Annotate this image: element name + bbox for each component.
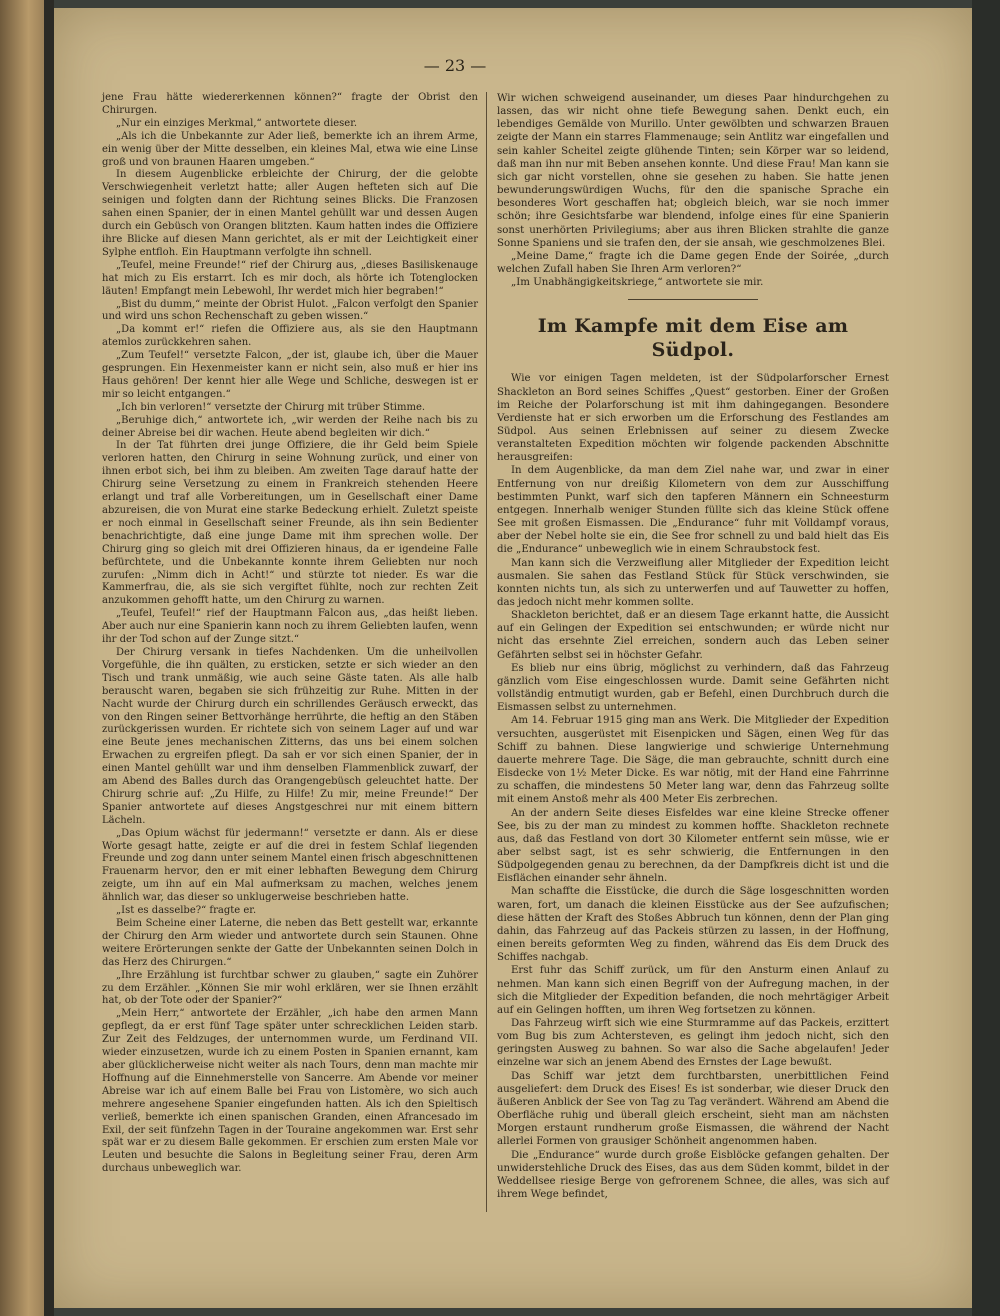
paragraph: „Ich bin verloren!“ versetzte der Chirurg mit trüber Stimme.	[116, 401, 426, 413]
right-column	[497, 92, 889, 1201]
paragraph: „Das Opium wächst für jedermann!“ versetzte er dann. Als er diese Worte gesagt hatte, zeigte er auf die drei in festem Schlaf liegenden Freunde und zog dann unter seinem Mantel einen frisch abgeschnittenen Frauenarm hervor, den er mit einer lebhaften Bewegung dem Chirurg zeigte, um ihn auf ein Mal aufmerksam zu machen, welches jenem ähnlich war, das dieser so unklugerweise beschrieben hatte.	[102, 827, 478, 904]
paragraph: „Beruhige dich,“ antwortete ich, „wir werden der Reihe nach bis zu deiner Abreise bei dir wachen. Heute abend begleiten wir dich.“	[102, 414, 478, 439]
paragraph: In der Tat führten drei junge Offiziere, die ihr Geld beim Spiele verloren hatten, den Chirurg in seine Wohnung zurück, und einer von ihnen erbot sich, bei ihm zu bleiben. Am zweiten Tage darauf hatte der Chirurg seine Versetzung zu einem in Frankreich stehenden Heere erlangt und traf alle Vorbereitungen, um in Gesellschaft einer Dame abzureisen, die von Murat eine starke Bedeckung erhielt. Zuletzt speiste er noch einmal in Gesellschaft seiner Freunde, als ihn sein Bedienter benachrichtigte, daß eine junge Dame mit ihm sprechen wolle. Der Chirurg ging so gleich mit drei Offizieren hinaus, da er igendeine Falle befürchtete, und die Unbekannte konnte ihrem Geliebten nur noch zurufen: „Nimm dich in Acht!“ und stürzte tot nieder. Es war die Kammerfrau, die, als sie sich vergiftet fühlte, noch zur rechten Zeit anzukommen gehofft hatte, um den Chirurg zu warnen.	[102, 440, 478, 607]
background-right	[972, 0, 1000, 1316]
paragraph: „Teufel, meine Freunde!“ rief der Chirurg aus, „dieses Basiliskenauge hat mich zu Eis erstarrt. Ich es mir doch, als hörte ich Totenglocken läuten! Empfangt mein Lebewohl, Ihr werdet mich hier begraben!“	[102, 259, 478, 297]
paragraph: Der Chirurg versank in tiefes Nachdenken. Um die unheilvollen Vorgefühle, die ihn quälten, zu ersticken, setzte er sich wieder an den Tisch und trank unmäßig, wie auch seine Gäste taten. Als alle halb berauscht waren, begaben sie sich frühzeitig zur Ruhe. Mitten in der Nacht wurde der Chirurg durch ein schrillendes Geräusch erweckt, das von den Ringen seiner Bettvorhänge herrührte, die heftig an den Stäben zurückgerissen wurden. Er richtete sich von seinem Lager auf und war eine Beute jenes mechanischen Zitterns, das uns bei einem solchen Erwachen zu ergreifen pflegt. Da sah er vor sich einen Spanier, der in einen Mantel gehüllt war und ihm denselben Flammenblick zuwarf, der am Abend des Balles durch das Orangengebüsch geleuchtet hatte. Der Chirurg schrie auf: „Zu Hilfe, zu Hilfe! Zu mir, meine Freunde!“ Der Spanier antwortete auf dieses Angstgeschrei nur mit einem bittern Lächeln.	[102, 646, 478, 826]
paragraph: „Zum Teufel!“ versetzte Falcon, „der ist, glaube ich, über die Mauer gesprungen. Ein Hexenmeister kann er nicht sein, also muß er hier ins Haus gehören! Der kennt hier alle Wege und Schliche, deswegen ist er mir so leicht entgangen.“	[102, 350, 478, 400]
paragraph: „Als ich die Unbekannte zur Ader ließ, bemerkte ich an ihrem Arme, ein wenig über der Mitte desselben, ein kleines Mal, etwa wie eine Linse groß und von braunen Haaren umgeben.“	[102, 130, 478, 168]
article-body	[497, 372, 889, 1201]
article-title: Im Kampfe mit dem Eise am Südpol.	[537, 315, 849, 362]
paragraph: Es blieb nur eins übrig, möglichst zu verhindern, daß das Fahrzeug gänzlich vom Eise eingeschlossen wurde. Damit seine Gefährten nicht vollständig entmutigt wurden, gab er Befehl, einen Durchbruch durch die Eismassen selbst zu unternehmen.	[497, 662, 889, 714]
paragraph: „Nur ein einziges Merkmal,“ antwortete dieser.	[116, 117, 358, 129]
binding-edge	[44, 0, 54, 1316]
paragraph: jene Frau hätte wiedererkennen können?“ fragte der Obrist den Chirurgen.	[102, 92, 478, 116]
paragraph: Am 14. Februar 1915 ging man ans Werk. Die Mitglieder der Expedition versuchten, ausgerüstet mit Eisenpicken und Sägen, einen Weg für das Schiff zu bahnen. Diese langwierige und schwierige Unternehmung dauerte mehrere Tage. Die Säge, die man gebrauchte, schnitt durch eine Eisdecke von 1½ Meter Dicke. Es war nötig, mit der Hand eine Fahrrinne zu schaffen, die mindestens 50 Meter lang war, denn das Fahrzeug sollte mit einem Anstoß mehr als 400 Meter Eis zerbrechen.	[497, 715, 889, 806]
paragraph: Beim Scheine einer Laterne, die neben das Bett gestellt war, erkannte der Chirurg den Arm wieder und antwortete durch sein Staunen. Ohne weitere Erörterungen senkte der Gatte der Unbekannten seinen Dolch in das Herz des Chirurgen.“	[102, 918, 478, 968]
left-column	[102, 92, 478, 1176]
paragraph: An der andern Seite dieses Eisfeldes war eine kleine Strecke offener See, bis zu der man zu mindest zu kommen hoffte. Shackleton rechnete aus, daß das Festland von dort 30 Kilometer entfernt sein müsse, wie er aber selbst sagt, ist es sehr schwierig, die Entfernungen in den Südpolgegenden genau zu berechnen, da der Dampfkreis dicht ist und die Eisflächen einander sehr ähneln.	[497, 807, 889, 885]
right-column-intro	[497, 92, 889, 289]
separator-rule	[628, 299, 758, 300]
paragraph: Man schaffte die Eisstücke, die durch die Säge losgeschnitten worden waren, fort, um danach die kleinen Eisstücke aus der See aufzufischen; diese hätten der Kraft des Stoßes Abbruch tun können, denn der Plan ging dahin, das Fahrzeug auf das Packeis stürzen zu lassen, in der Hoffnung, einen bereits geformten Weg zu finden, während das Eis dem Druck des Schiffes nachgab.	[497, 886, 889, 964]
paragraph: „Mein Herr,“ antwortete der Erzähler, „ich habe den armen Mann gepflegt, da er erst fünf Tage später unter schrecklichen Leiden starb. Zur Zeit des Feldzuges, der unternommen wurde, um Ferdinand VII. wieder einzusetzen, wurde ich zu einem Posten in Spanien ernannt, kam aber glücklicherweise nicht weiter als nach Tours, denn man machte mir Hoffnung auf die Einnehmerstelle von Sancerre. Am Abende vor meiner Abreise war ich auf einem Balle bei Frau von Listomère, wo sich auch mehrere angesehene Spanier eingefunden hatten. Als ich den Spieltisch verließ, bemerkte ich einen spanischen Granden, einen Afrancesado im Exil, der seit fünfzehn Tagen in der Touraine angekommen war. Erst sehr spät war er zu diesem Balle gekommen. Er erschien zum ersten Male vor Leuten und besuchte die Salons in Begleitung seiner Frau, deren Arm durchaus unbeweglich war.	[102, 1008, 478, 1175]
paragraph: Wie vor einigen Tagen meldeten, ist der Südpolarforscher Ernest Shackleton an Bord seines Schiffes „Quest“ gestorben. Einer der Großen im Reiche der Polarforschung ist mit ihm dahingegangen. Besondere Verdienste hat er sich erworben um die Erforschung des Festlandes am Südpol. Aus seinen Erlebnissen auf seiner zu diesem Zwecke veranstalteten Expedition möchten wir folgende packenden Abschnitte herausgreifen:	[497, 373, 889, 464]
paragraph: Erst fuhr das Schiff zurück, um für den Ansturm einen Anlauf zu nehmen. Man kann sich einen Begriff von der Aufregung machen, in der sich die Mitglieder der Expedition befanden, die noch mehrtägiger Arbeit auf ein Gelingen hofften, um ihren Weg fortsetzen zu können.	[497, 965, 889, 1016]
paragraph: „Bist du dumm,“ meinte der Obrist Hulot. „Falcon verfolgt den Spanier und wird uns schon Rechenschaft zu geben wissen.“	[102, 298, 478, 323]
paragraph: Die „Endurance“ wurde durch große Eisblöcke gefangen gehalten. Der unwiderstehliche Druck des Eises, das aus dem Süden kommt, bildet in der Weddellsee riesige Berge von gefrorenem Schnee, die alles, was sich auf ihrem Wege befindet,	[497, 1149, 889, 1201]
paragraph: „Ist es dasselbe?“ fragte er.	[116, 905, 257, 917]
paragraph: „Meine Dame,“ fragte ich die Dame gegen Ende der Soirée, „durch welchen Zufall haben Sie Ihren Arm verloren?“	[497, 250, 889, 276]
paragraph: „Ihre Erzählung ist furchtbar schwer zu glauben,“ sagte ein Zuhörer zu dem Erzähler. „Können Sie mir wohl erklären, wer sie Ihnen erzählt hat, ob der Tote oder der Spanier?“	[102, 969, 478, 1007]
paragraph: „Im Unabhängigkeitskriege,“ antwortete sie mir.	[511, 277, 764, 289]
paragraph: In dem Augenblicke, da man dem Ziel nahe war, und zwar in einer Entfernung von nur dreißig Kilometern von dem zur Ausschiffung bestimmten Punkt, warf sich den tapferen Männern ein Schneesturm entgegen. Innerhalb weniger Stunden füllte sich das kleine Stück offene See mit großen Eismassen. Die „Endurance“ fuhr mit Volldampf voraus, aber der Nebel holte sie ein, die See fror schnell zu und bald hielt das Eis die „Endurance“ unbeweglich wie in einem Schraubstock fest.	[497, 465, 889, 556]
paragraph: „Da kommt er!“ riefen die Offiziere aus, als sie den Hauptmann atemlos zurückkehren sahen.	[102, 324, 478, 349]
paragraph: Das Fahrzeug wirft sich wie eine Sturmramme auf das Packeis, erzittert vom Bug bis zum Achtersteven, es gelingt ihm jedoch nicht, sich den geringsten Ausweg zu bahnen. So war also die Sache abgelaufen! Jeder einzelne war sich an jenem Abend des Ernstes der Lage bewußt.	[497, 1018, 889, 1069]
paragraph: In diesem Augenblicke erbleichte der Chirurg, der die gelobte Verschwiegenheit verletzt hatte; aller Augen hefteten sich auf Die seinigen und folgten dann der Richtung seines Blicks. Die Franzosen sahen einen Spanier, der in einen Mantel gehüllt war und dessen Augen durch ein Gebüsch von Orangen blitzten. Kaum hatten indes die Offiziere ihre Blicke auf diesen Mann gerichtet, als er mit der Leichtigkeit einer Sylphe entfloh. Ein Hauptmann verfolgte ihn schnell.	[102, 169, 478, 258]
paragraph: Shackleton berichtet, daß er an diesem Tage erkannt hatte, die Aussicht auf ein Gelingen der Expedition sei entschwunden; er würde nicht nur nicht das ersehnte Ziel erreichen, sondern auch das Leben seiner Gefährten selbst sei in höchster Gefahr.	[497, 610, 889, 661]
page-number: — 23 —	[423, 56, 487, 75]
paragraph: Man kann sich die Verzweiflung aller Mitglieder der Expedition leicht ausmalen. Sie sahen das Festland Stück für Stück verschwinden, sie konnten nichts tun, als sich zu unterwerfen und auf Tauwetter zu hoffen, das jedoch nicht mehr kommen sollte.	[497, 557, 889, 608]
paragraph: Wir wichen schweigend auseinander, um dieses Paar hindurchgehen zu lassen, das wir nicht ohne tiefe Bewegung sahen. Denkt euch, ein lebendiges Gemälde von Murillo. Unter gewölbten und schwarzen Brauen zeigte der Mann ein starres Flammenauge; sein Antlitz war eingefallen und sein kahler Scheitel zeigte glühende Tinten; sein Körper war so leidend, daß man ihn nur mit Beben ansehen konnte. Und diese Frau! Man kann sie sich gar nicht vorstellen, ohne sie gesehen zu haben. Sie hatte jenen bewunderungswürdigen Wuchs, für den die spanische Sprache ein besonderes Wort geschaffen hat; obgleich bleich, war sie noch immer schön; ihre Gesichtsfarbe war blendend, infolge eines für eine Spanierin sonst unerhörten Privilegiums; aber aus ihren Blicken strahlte die ganze Sonne Spaniens und sie trafen den, der sie ansah, wie geschmolzenes Blei.	[497, 93, 889, 249]
column-divider	[486, 92, 487, 1212]
paragraph: Das Schiff war jetzt dem furchtbarsten, unerbittlichen Feind ausgeliefert: dem Druck des Eises! Es ist sonderbar, wie dieser Druck den äußeren Anblick der See von Tag zu Tag verändert. Während am Abend die Oberfläche ruhig und überall gleich erscheint, sieht man am nächsten Morgen erstaunt rundherum große Eismassen, die während der Nacht allerlei Formen von grausiger Schönheit angenommen haben.	[497, 1070, 889, 1148]
paragraph: „Teufel, Teufel!“ rief der Hauptmann Falcon aus, „das heißt lieben. Aber auch nur eine Spanierin kann noch zu ihrem Geliebten laufen, wenn ihr der Tod schon auf der Zunge sitzt.“	[102, 608, 478, 646]
